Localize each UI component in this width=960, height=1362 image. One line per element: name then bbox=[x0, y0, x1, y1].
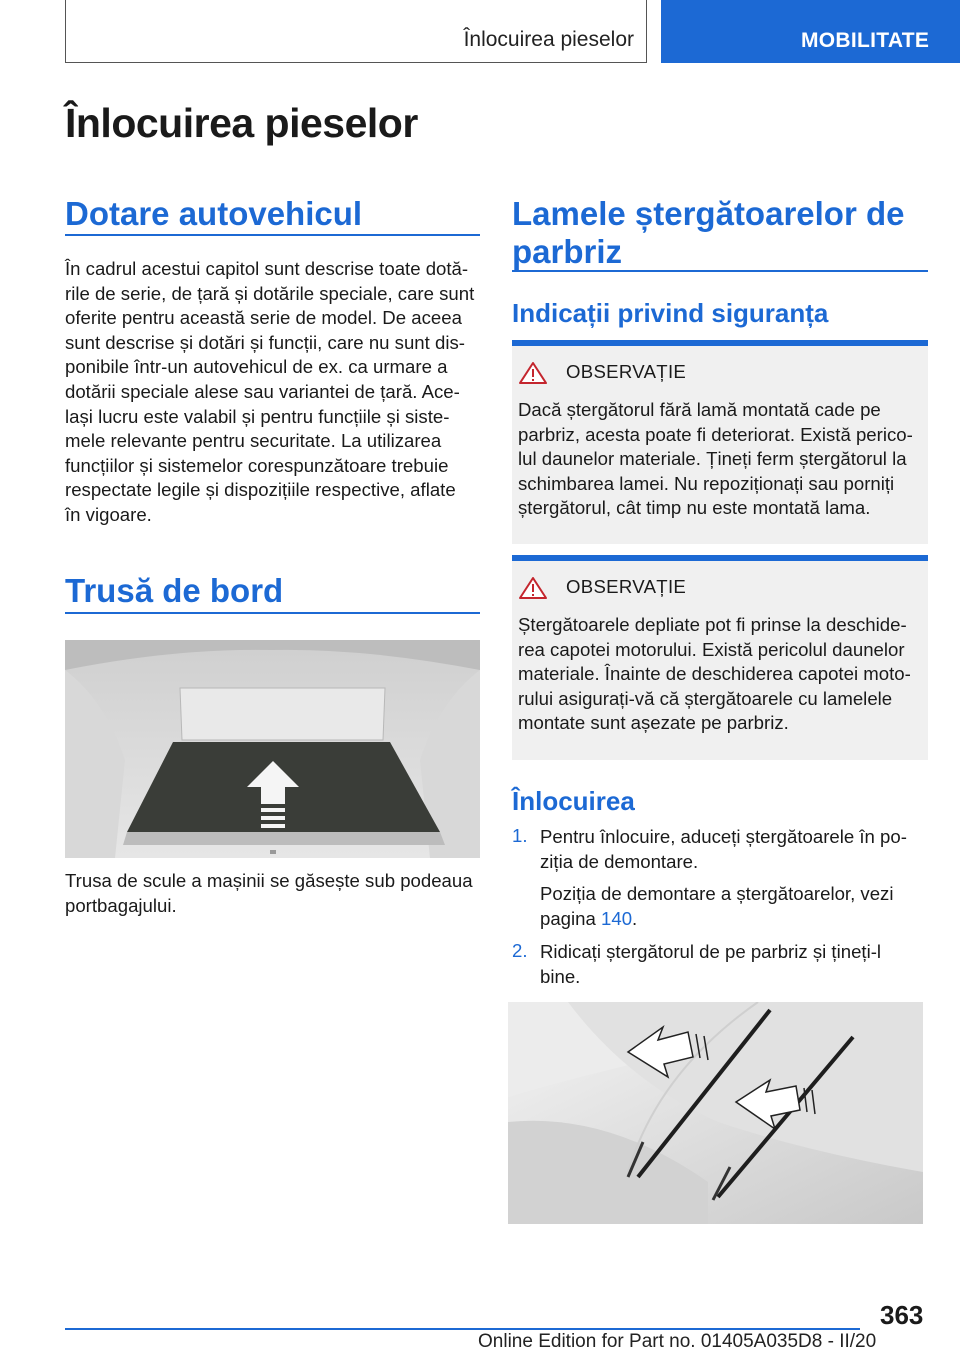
page-number: 363 bbox=[880, 1300, 924, 1330]
header-chapter-box bbox=[65, 0, 647, 63]
section-title-toolkit: Trusă de bord bbox=[65, 572, 284, 609]
wiper-blade-illustration bbox=[508, 1002, 923, 1224]
warning-title: OBSERVAȚIE bbox=[566, 576, 687, 597]
warning-triangle-icon bbox=[518, 576, 548, 600]
warning-text: Dacă ștergătorul fără lamă montată cade pe parbriz, acesta poate fi deteriorat. Există perico‐ lul daunelor materiale. Țineți ferm ștergătorul la schimbarea lamei. Nu repoziționați sau porniți ștergătorul, cât timp nu este montată lama. bbox=[518, 399, 913, 519]
step-text: Pentru înlocuire, aduceți ștergătoarele în po‐ ziția de demontare. bbox=[540, 826, 907, 872]
header-section-label: MOBILITATE bbox=[801, 29, 930, 52]
section-rule bbox=[512, 270, 928, 272]
section-rule bbox=[65, 234, 480, 236]
step-text: Ridicați ștergătorul de pe parbriz și țineți-l bine. bbox=[540, 941, 882, 987]
warning-title: OBSERVAȚIE bbox=[566, 361, 687, 382]
warning-text: Ștergătoarele depliate pot fi prinse la deschide‐ rea capotei motorului. Există pericolul daunelor materiale. Înainte de deschiderea capotei moto‐ rului asigurați-vă că ștergătoarele cu lamelele montate sunt așezate pe parbriz. bbox=[518, 614, 911, 734]
footer-rule bbox=[65, 1328, 860, 1330]
section-rule bbox=[65, 612, 480, 614]
subsection-title-replacement: Înlocuirea bbox=[512, 786, 635, 816]
section-title-vehicle-equipment: Dotare autovehicul bbox=[65, 195, 363, 232]
warning-triangle-icon bbox=[518, 361, 548, 385]
equipment-paragraph: În cadrul acestui capitol sunt descrise toate dotă‐ rile de serie, de țară și dotările speciale, care sunt oferite pentru această serie de model. De aceea sunt descrise și dotări și funcții, care nu sunt dis‐ ponibile într-un autovehicul de ex. ca urmare a dotării speciale alese sau variantei de țară. Ace‐ lași lucru este valabil și pentru funcțiile și siste‐ mele relevante pentru securitate. La utilizarea funcțiilor și sistemelor corespunzătoare trebuie respectate legile și dispozițiile respective, aflate în vigoare. bbox=[65, 258, 475, 525]
page-reference-link[interactable]: 140 bbox=[601, 907, 633, 929]
section-title-wiper-blades: Lamele ștergătoarelor de parbriz bbox=[512, 195, 905, 270]
step-number: 2. bbox=[512, 940, 528, 961]
warning-box bbox=[512, 340, 928, 544]
subsection-title-safety: Indicații privind siguranța bbox=[512, 298, 829, 328]
footer-edition: Online Edition for Part no. 01405A035D8 - II/20 bbox=[478, 1331, 877, 1352]
warning-bar bbox=[512, 555, 928, 561]
page-title: Înlocuirea pieselor bbox=[65, 100, 418, 146]
header-section-tab[interactable] bbox=[661, 0, 960, 63]
step-note: Poziția de demontare a ștergătoarelor, vezi pagina 140. bbox=[540, 883, 894, 929]
step-number: 1. bbox=[512, 825, 528, 846]
warning-box bbox=[512, 555, 928, 760]
trunk-toolkit-illustration bbox=[65, 640, 480, 858]
header-chapter-title: Înlocuirea pieselor bbox=[463, 28, 634, 51]
warning-bar bbox=[512, 340, 928, 346]
toolkit-paragraph: Trusa de scule a mașinii se găsește sub podeaua portbagajului. bbox=[65, 870, 473, 916]
